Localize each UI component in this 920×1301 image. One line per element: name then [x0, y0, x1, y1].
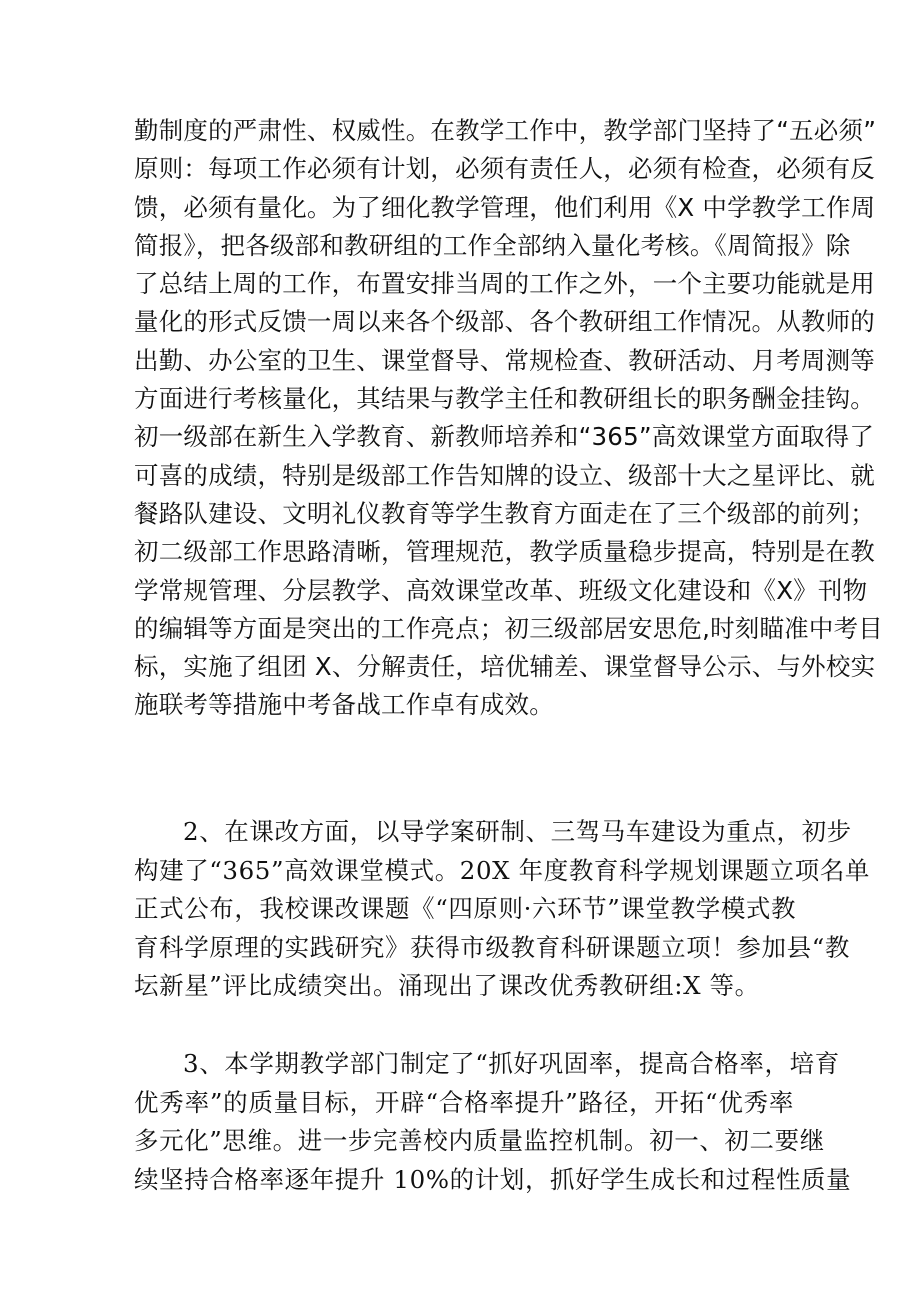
text-line: 构建了“365”高效课堂模式。20X 年度教育科学规划课题立项名单	[134, 855, 871, 885]
text-line: 学常规管理、分层教学、高效课堂改革、班级文化建设和《X》刊物	[134, 575, 868, 605]
paragraph-quality-goals	[134, 1045, 852, 1199]
text-line-first: 3、本学期教学部门制定了“抓好巩固率，提高合格率，培育	[183, 1049, 840, 1078]
text-line-last: 坛新星”评比成绩突出。涌现出了课改优秀教研组:X 等。	[134, 971, 760, 1001]
text-line: 方面进行考核量化，其结果与教学主任和教研组长的职务酬金挂钩。	[134, 384, 875, 414]
text-line: 简报》，把各级部和教研组的工作全部纳入量化考核。《周简报》除	[134, 230, 851, 260]
paragraph-teaching-management	[134, 112, 883, 725]
text-line: 出勤、办公室的卫生、课堂督导、常规检查、教研活动、月考周测等	[134, 345, 875, 375]
text-line: 的编辑等方面是突出的工作亮点；初三级部居安思危,时刻瞄准中考目	[134, 613, 883, 643]
paragraph-curriculum-reform	[134, 813, 871, 1006]
text-line: 多元化”思维。进一步完善校内质量监控机制。初一、初二要继	[134, 1126, 825, 1156]
text-line-first: 2、在课改方面，以导学案研制、三驾马车建设为重点，初步	[183, 817, 852, 846]
text-line: 了总结上周的工作，布置安排当周的工作之外，一个主要功能就是用	[134, 269, 875, 299]
text-line: 量化的形式反馈一周以来各个级部、各个教研组工作情况。从教师的	[134, 307, 875, 337]
text-line-last: 施联考等措施中考备战工作卓有成效。	[134, 690, 554, 720]
text-line: 正式公布，我校课改课题《“四原则·六环节”课堂教学模式教	[134, 894, 797, 924]
text-line: 勤制度的严肃性、权威性。在教学工作中，教学部门坚持了“五必须”	[134, 116, 877, 145]
text-line: 初二级部工作思路清晰，管理规范，教学质量稳步提高，特别是在教	[134, 537, 875, 567]
text-line: 原则：每项工作必须有计划，必须有责任人，必须有检查，必须有反	[134, 154, 875, 184]
text-line: 优秀率”的质量目标，开辟“合格率提升”路径，开拓“优秀率	[134, 1087, 794, 1117]
text-line: 育科学原理的实践研究》获得市级教育科研课题立项！参加县“教	[134, 932, 850, 962]
text-line: 可喜的成绩，特别是级部工作告知牌的设立、级部十大之星评比、就	[134, 460, 875, 490]
text-line: 续坚持合格率逐年提升 10%的计划，抓好学生成长和过程性质量	[134, 1164, 852, 1194]
text-line: 餐路队建设、文明礼仪教育等学生教育方面走在了三个级部的前列；	[134, 498, 875, 528]
text-line: 初一级部在新生入学教育、新教师培养和“365”高效课堂方面取得了	[134, 422, 875, 452]
text-line: 标，实施了组团 X、分解责任，培优辅差、课堂督导公示、与外校实	[134, 652, 876, 682]
text-line: 馈，必须有量化。为了细化教学管理，他们利用《X 中学教学工作周	[134, 192, 876, 222]
